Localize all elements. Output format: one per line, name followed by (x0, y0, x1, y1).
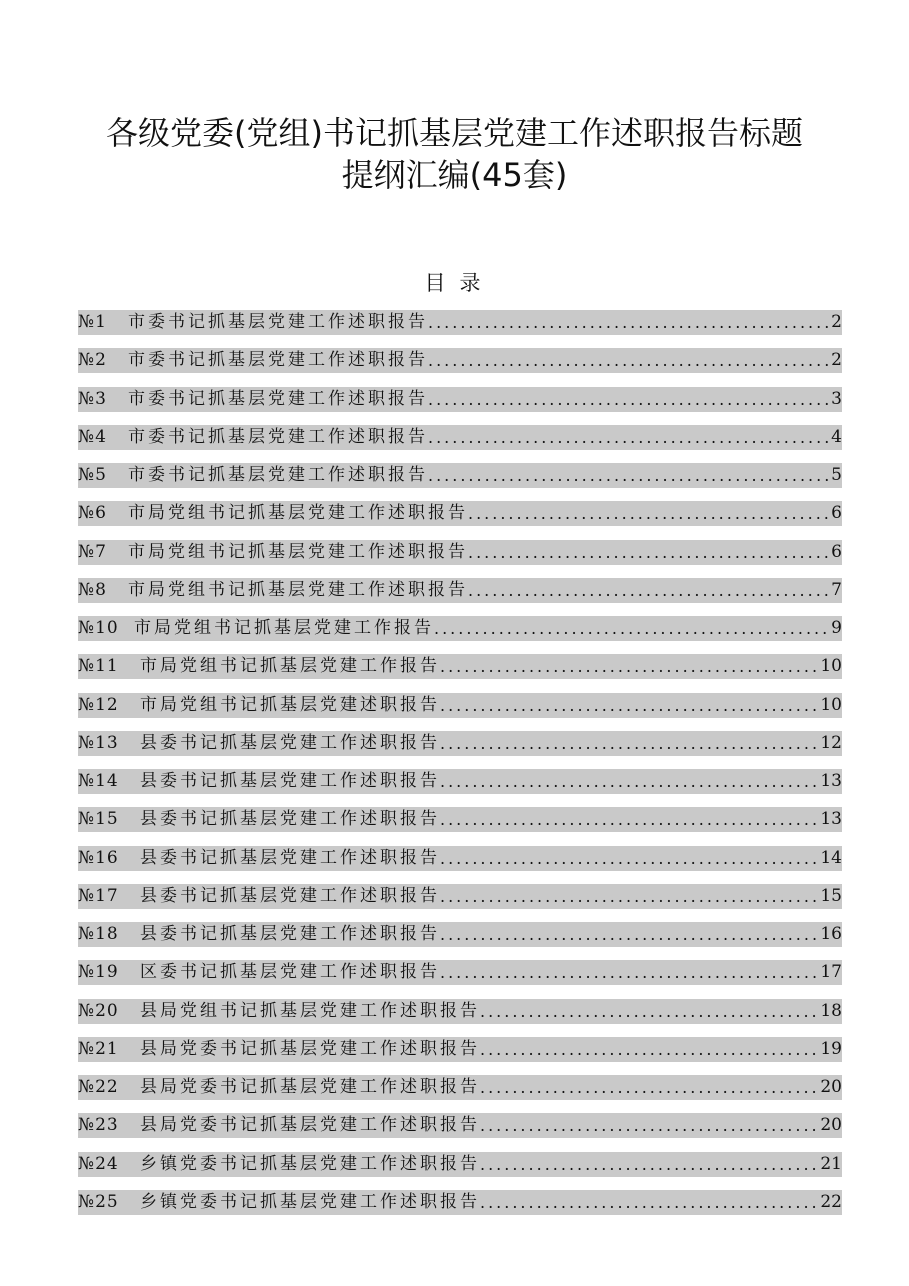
toc-entry-number: №5 (78, 465, 107, 485)
toc-entry[interactable] (78, 463, 842, 488)
toc-leader-dots (480, 999, 818, 1024)
toc-entry-number: №21 (78, 1038, 119, 1059)
toc-entry-number: №23 (78, 1115, 119, 1136)
toc-entry-number: №14 (78, 771, 119, 791)
toc-entry-number: №24 (78, 1153, 119, 1174)
toc-entry-title: 市局党组书记抓基层党建述职报告 (140, 694, 440, 715)
toc-entry-title: 乡镇党委书记抓基层党建工作述职报告 (140, 1153, 480, 1174)
toc-entry[interactable] (78, 310, 842, 335)
toc-entry-page: 6 (831, 541, 842, 562)
toc-entry-page: 10 (820, 694, 842, 715)
toc-entry[interactable] (78, 769, 842, 794)
toc-entry[interactable] (78, 1037, 842, 1062)
toc-entry-number: №25 (78, 1191, 119, 1212)
toc-entry-page: 17 (820, 962, 842, 983)
toc-entry-number: №17 (78, 885, 119, 906)
toc-entry-page: 19 (820, 1038, 842, 1059)
toc-entry-number: №8 (78, 579, 107, 600)
toc-leader-dots (428, 348, 829, 373)
toc-leader-dots (468, 578, 829, 603)
toc-entry-page: 3 (831, 388, 842, 409)
toc-entry-page: 6 (831, 503, 842, 524)
toc-leader-dots (428, 310, 829, 335)
toc-entry-number: №12 (78, 694, 119, 715)
toc-leader-dots (440, 654, 818, 679)
toc-entry[interactable] (78, 846, 842, 871)
toc-entry[interactable] (78, 1075, 842, 1100)
toc-entry[interactable] (78, 922, 842, 947)
toc-entry-title: 市委书记抓基层党建工作述职报告 (128, 426, 428, 447)
toc-entry[interactable] (78, 1152, 842, 1177)
toc-entry[interactable] (78, 1113, 842, 1138)
toc-entry[interactable] (78, 348, 842, 373)
toc-leader-dots (428, 463, 829, 488)
toc-leader-dots (440, 922, 818, 947)
toc-entry[interactable] (78, 501, 842, 526)
toc-entry-title: 市委书记抓基层党建工作述职报告 (128, 312, 428, 332)
toc-entry-page: 2 (831, 312, 842, 332)
toc-leader-dots (440, 846, 818, 871)
toc-leader-dots (428, 425, 829, 450)
toc-entry-title: 市局党组书记抓基层党建工作述职报告 (128, 503, 468, 524)
toc-entry[interactable] (78, 425, 842, 450)
toc-heading: 目录 (424, 271, 495, 295)
toc-entry-page: 13 (820, 771, 842, 791)
toc-entry-title: 市局党组书记抓基层党建工作述职报告 (128, 541, 468, 562)
toc-entry-number: №22 (78, 1077, 119, 1097)
toc-entry-number: №10 (78, 618, 119, 638)
toc-entry[interactable] (78, 1190, 842, 1215)
toc-entry-title: 乡镇党委书记抓基层党建工作述职报告 (140, 1191, 480, 1212)
toc-entry[interactable] (78, 731, 842, 756)
toc-entry-page: 7 (831, 579, 842, 600)
toc-entry[interactable] (78, 616, 842, 641)
toc-entry-title: 市委书记抓基层党建工作述职报告 (128, 350, 428, 371)
toc-leader-dots (480, 1113, 818, 1138)
document-title (60, 112, 849, 196)
toc-entry-page: 21 (820, 1153, 842, 1174)
toc-entry-number: №18 (78, 924, 119, 944)
document-title-line-1: 各级党委(党组)书记抓基层党建工作述职报告标题 (106, 114, 803, 152)
toc-leader-dots (480, 1152, 818, 1177)
toc-entry-number: №20 (78, 1000, 119, 1021)
toc-entry[interactable] (78, 960, 842, 985)
toc-entry[interactable] (78, 693, 842, 718)
toc-entry-page: 12 (820, 732, 842, 753)
toc-leader-dots (468, 501, 829, 526)
toc-leader-dots (440, 807, 818, 832)
toc-entry-number: №11 (78, 656, 119, 677)
toc-entry-number: №4 (78, 426, 107, 447)
toc-entry-title: 县委书记抓基层党建工作述职报告 (140, 924, 440, 944)
toc-entry[interactable] (78, 578, 842, 603)
toc-entry-page: 10 (820, 656, 842, 677)
toc-entry-title: 市局党组书记抓基层党建工作述职报告 (128, 579, 468, 600)
toc-leader-dots (480, 1037, 818, 1062)
toc-entry-number: №1 (78, 312, 107, 332)
toc-entry-page: 5 (831, 465, 842, 485)
toc-entry-number: №2 (78, 350, 107, 371)
toc-entry-title: 县委书记抓基层党建工作述职报告 (140, 809, 440, 830)
toc-entry-page: 9 (831, 618, 842, 638)
toc-entry-title: 县局党委书记抓基层党建工作述职报告 (140, 1077, 480, 1097)
toc-leader-dots (440, 884, 818, 909)
toc-leader-dots (480, 1075, 818, 1100)
document-title-line-2: 提纲汇编(45套) (341, 156, 568, 194)
toc-leader-dots (440, 960, 818, 985)
toc-entry-page: 18 (820, 1000, 842, 1021)
toc-entry-title: 区委书记抓基层党建工作述职报告 (140, 962, 440, 983)
toc-entry[interactable] (78, 654, 842, 679)
toc-leader-dots (468, 540, 829, 565)
toc-entry-number: №7 (78, 541, 107, 562)
toc-entry-number: №13 (78, 732, 119, 753)
toc-entry-title: 县委书记抓基层党建工作述职报告 (140, 732, 440, 753)
toc-entry-page: 13 (820, 809, 842, 830)
toc-entry-page: 2 (831, 350, 842, 371)
toc-entry[interactable] (78, 999, 842, 1024)
toc-entry-page: 20 (820, 1077, 842, 1097)
toc-leader-dots (480, 1190, 818, 1215)
toc-entry-title: 县局党委书记抓基层党建工作述职报告 (140, 1038, 480, 1059)
toc-entry[interactable] (78, 807, 842, 832)
toc-leader-dots (428, 387, 829, 412)
toc-entry-title: 县局党委书记抓基层党建工作述职报告 (140, 1115, 480, 1136)
toc-leader-dots (440, 769, 818, 794)
toc-entry-page: 20 (820, 1115, 842, 1136)
toc-entry[interactable] (78, 540, 842, 565)
toc-entry-page: 16 (820, 924, 842, 944)
toc-entry-title: 县局党组书记抓基层党建工作述职报告 (140, 1000, 480, 1021)
toc-leader-dots (434, 616, 829, 641)
toc-entry-page: 4 (831, 426, 842, 447)
toc-entry-page: 22 (820, 1191, 842, 1212)
toc-entry-number: №16 (78, 847, 119, 868)
toc-entry-number: №15 (78, 809, 119, 830)
toc-entry[interactable] (78, 884, 842, 909)
toc-entry-number: №19 (78, 962, 119, 983)
toc-leader-dots (440, 731, 818, 756)
toc-entry-title: 县委书记抓基层党建工作述职报告 (140, 847, 440, 868)
toc-leader-dots (440, 693, 818, 718)
toc-entry-number: №3 (78, 388, 107, 409)
table-of-contents (78, 310, 842, 1228)
toc-entry-title: 市委书记抓基层党建工作述职报告 (128, 465, 428, 485)
toc-entry-title: 县委书记抓基层党建工作述职报告 (140, 771, 440, 791)
toc-entry-title: 市局党组书记抓基层党建工作报告 (134, 618, 434, 638)
toc-entry-title: 市委书记抓基层党建工作述职报告 (128, 388, 428, 409)
toc-entry-title: 市局党组书记抓基层党建工作报告 (140, 656, 440, 677)
toc-entry-title: 县委书记抓基层党建工作述职报告 (140, 885, 440, 906)
toc-entry-page: 15 (820, 885, 842, 906)
toc-entry-page: 14 (820, 847, 842, 868)
toc-entry-number: №6 (78, 503, 107, 524)
toc-entry[interactable] (78, 387, 842, 412)
